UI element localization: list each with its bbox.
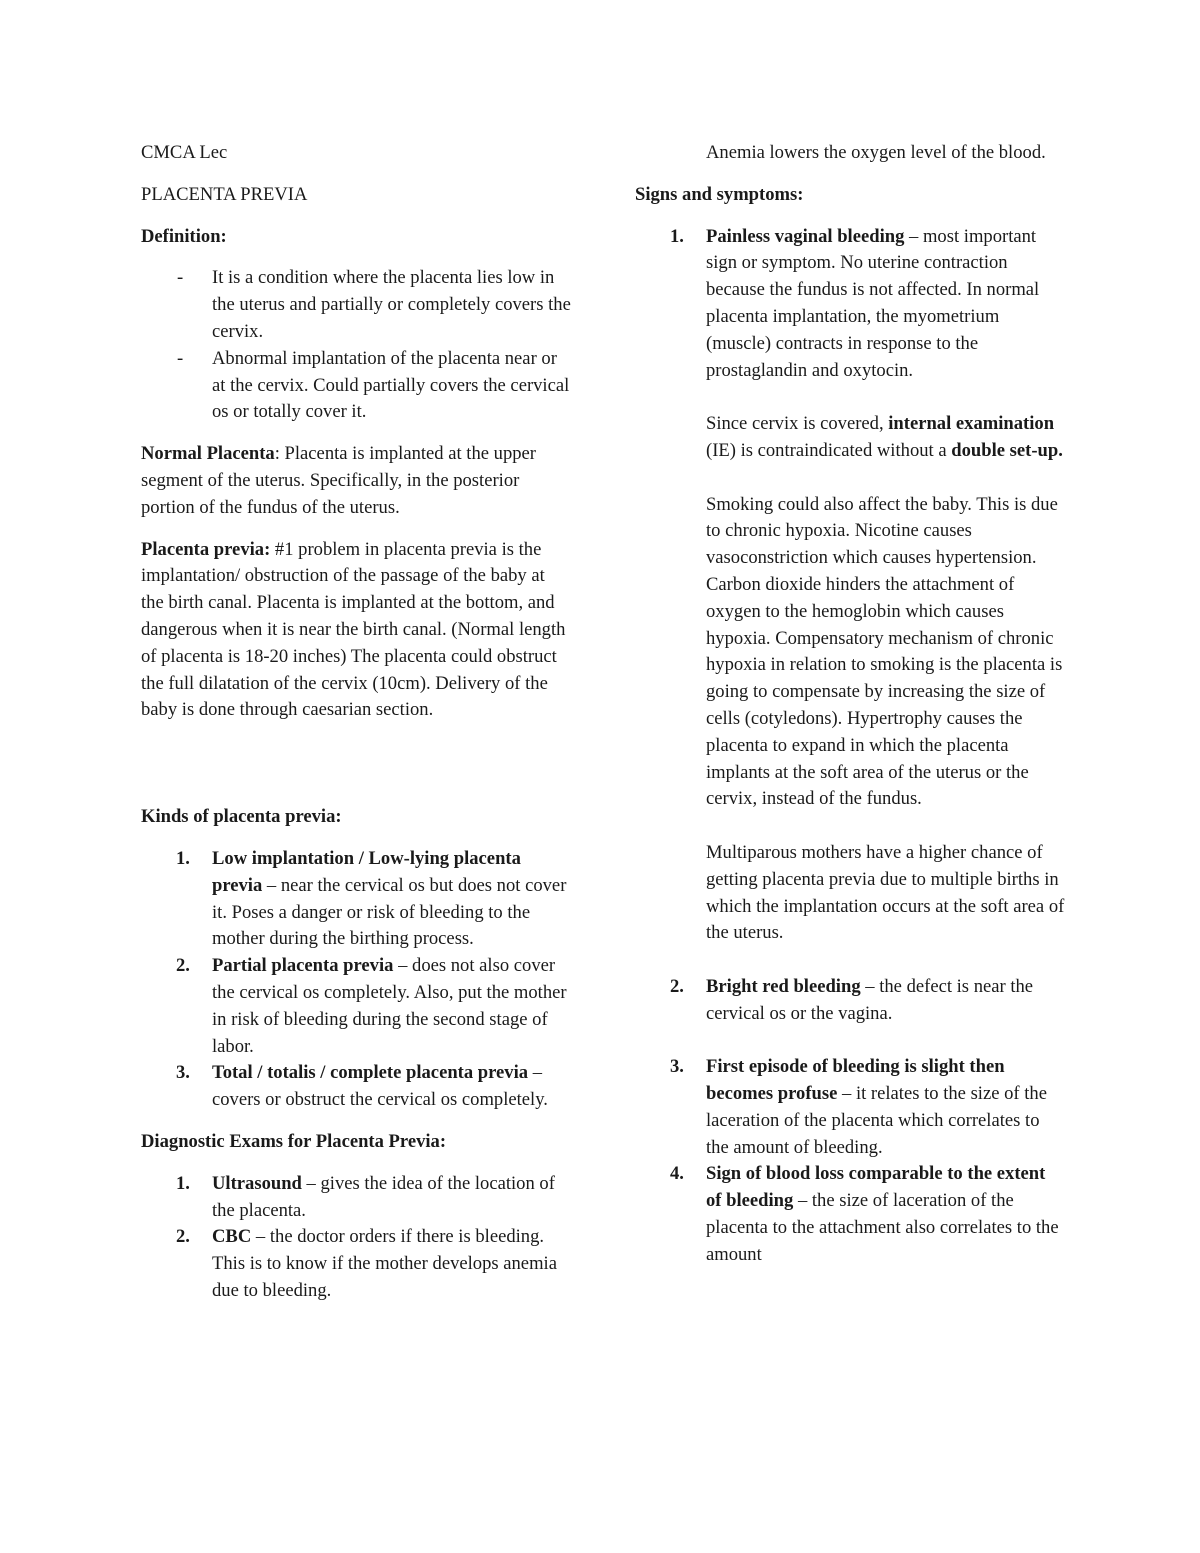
normal-placenta-paragraph: Normal Placenta: Placenta is implanted at the upper segment of the uterus. Specifically, in the posterior portion of the fundus of the uterus. — [141, 443, 537, 518]
list-item: 1. Painless vaginal bleeding – most important sign or symptom. No uterine contraction because the fundus is not affected. In normal placenta implantation, the myometrium (muscle) contracts in response to the prostaglandin and oxytocin. Since cervix is covered, internal examination (IE) is contraindicated without a double set-up. Smoking could also affect the baby. This is due to chronic hypoxia. Nicotine causes vasoconstriction which causes hypertension. Carbon dioxide hinders the attachment of oxygen to the hemoglobin which causes hypoxia. Compensatory mechanism of chronic hypoxia in relation to smoking is the placenta is going to compensate by increasing the size of cells (cotyledons). Hypertrophy causes the placenta to expand in which the placenta implants at the soft area of the uterus or the cervix, instead of the fundus. Multiparous mothers have a higher chance of getting placenta previa due to multiple births in which the implantation occurs at the soft area of the uterus. — [635, 224, 1065, 948]
signs-list — [635, 224, 1065, 1269]
list-item: - Abnormal implantation of the placenta near or at the cervix. Could partially covers the cervical os or totally cover it. — [177, 347, 570, 423]
list-item: 3. Total / totalis / complete placenta previa – covers or obstruct the cervical os completely. — [176, 1062, 548, 1111]
list-item: 4. Sign of blood loss comparable to the extent of bleeding – the size of laceration of the placenta to the attachment also correlates to the amount — [670, 1163, 1059, 1265]
list-item: 1. Low implantation / Low-lying placenta previa – near the cervical os but does not cover it. Poses a danger or risk of bleeding to the mother during the birthing process. — [176, 847, 567, 950]
anemia-note: Anemia lowers the oxygen level of the blood. — [706, 142, 1046, 163]
left-column — [141, 140, 571, 1305]
list-item: 1. Ultrasound – gives the idea of the location of the placenta. — [176, 1172, 555, 1221]
kinds-list — [141, 846, 571, 1114]
signs-heading: Signs and symptoms: — [635, 183, 804, 205]
topic-title: PLACENTA PREVIA — [141, 183, 308, 205]
multiparous-note: Multiparous mothers have a higher chance of getting placenta previa due to multiple births in which the implantation occurs at the soft area of the uterus. — [706, 841, 1065, 944]
list-item: 2. CBC – the doctor orders if there is bleeding. This is to know if the mother develops anemia due to bleeding. — [176, 1226, 557, 1301]
diagnostic-list — [141, 1171, 571, 1305]
smoking-note: Smoking could also affect the baby. This is due to chronic hypoxia. Nicotine causes vasoconstriction which causes hypertension. Carbon dioxide hinders the attachment of oxygen to the hemoglobin which causes hypoxia. Compensatory mechanism of chronic hypoxia in relation to smoking is the placenta is going to compensate by increasing the size of cells (cotyledons). Hypertrophy causes the placenta to expand in which the placenta implants at the soft area of the uterus or the cervix, instead of the fundus. — [706, 493, 1063, 810]
list-item: 2. Bright red bleeding – the defect is near the cervical os or the vagina. — [670, 975, 1034, 1024]
right-column — [635, 140, 1065, 1269]
dash-bullet: - — [177, 347, 184, 369]
course-title: CMCA Lec — [141, 142, 228, 163]
definition-heading: Definition: — [141, 225, 227, 247]
dash-bullet: - — [177, 267, 184, 289]
ie-note: Since cervix is covered, internal examination (IE) is contraindicated without a double set-up. — [706, 413, 1063, 461]
kinds-heading: Kinds of placenta previa: — [141, 806, 342, 828]
list-item: - It is a condition where the placenta lies low in the uterus and partially or completely covers the cervix. — [177, 267, 571, 342]
list-item: 2. Partial placenta previa – does not also cover the cervical os completely. Also, put the mother in risk of bleeding during the second stage of labor. — [176, 955, 567, 1057]
list-item: 3. First episode of bleeding is slight then becomes profuse – it relates to the size of the laceration of the placenta which correlates to the amount of bleeding. — [670, 1056, 1047, 1158]
definition-list — [141, 265, 571, 426]
placenta-previa-paragraph: Placenta previa: #1 problem in placenta previa is the implantation/ obstruction of the passage of the baby at the birth canal. Placenta is implanted at the bottom, and dangerous when it is near the birth canal. (Normal length of placenta is 18-20 inches) The placenta could obstruct the full dilatation of the cervix (10cm). Delivery of the baby is done through caesarian section. — [141, 538, 566, 721]
diagnostic-heading: Diagnostic Exams for Placenta Previa: — [141, 1130, 447, 1152]
